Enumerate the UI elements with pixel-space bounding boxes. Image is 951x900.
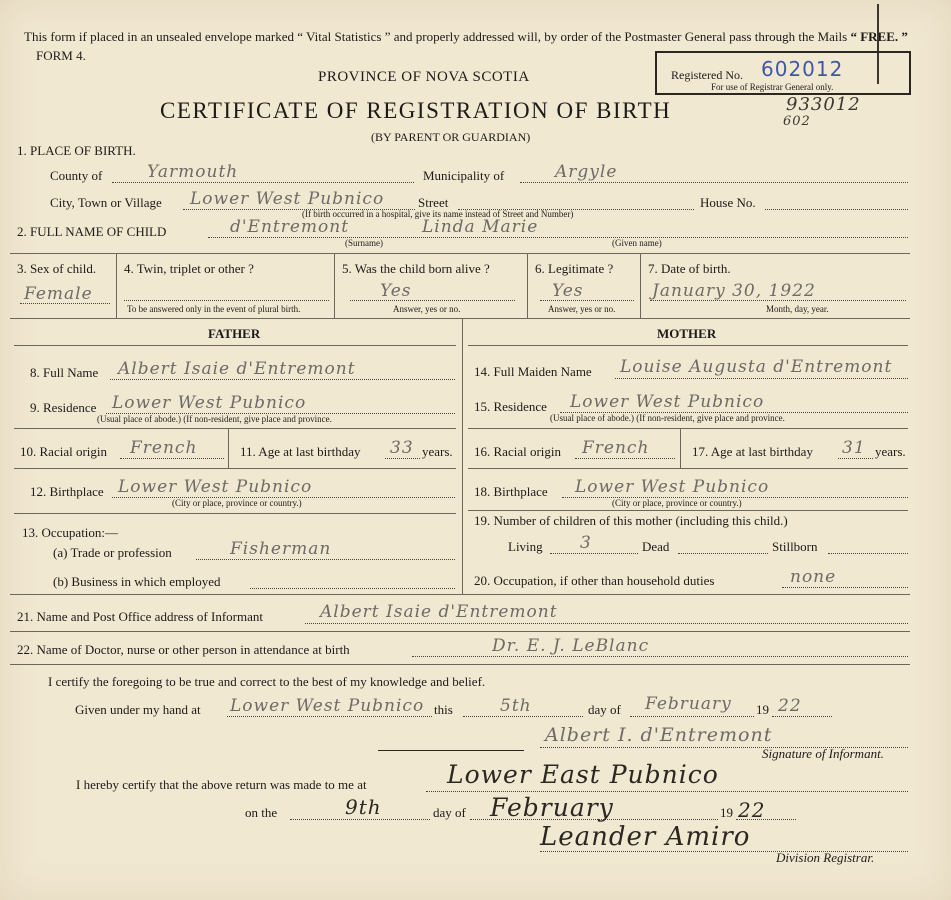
given-label: Given under my hand at [75, 702, 201, 717]
mother-birthplace-note: (City or place, province or country.) [612, 498, 742, 508]
house-label: House No. [700, 195, 756, 210]
living-value: 3 [580, 533, 592, 553]
doctor-label: 22. Name of Doctor, nurse or other person in attendance at birth [17, 642, 350, 657]
registrar-day-of-label: day of [433, 805, 466, 820]
informant-caption: Signature of Informant. [762, 746, 884, 761]
child-surname: d'Entremont [230, 217, 350, 237]
father-birthplace-label: 12. Birthplace [30, 484, 104, 499]
registered-number: 602012 [761, 57, 844, 81]
sex-label: 3. Sex of child. [17, 261, 97, 276]
registrar-caption: Division Registrar. [776, 850, 875, 865]
mother-residence-label: 15. Residence [474, 399, 547, 414]
city-label: City, Town or Village [50, 195, 162, 210]
father-age-unit: years. [422, 444, 453, 459]
registrar-signature: Leander Amiro [540, 822, 751, 852]
given-year: 22 [778, 696, 802, 716]
mother-birthplace-value: Lower West Pubnico [575, 477, 770, 497]
alive-value: Yes [380, 281, 412, 301]
registrar-note: For use of Registrar General only. [711, 82, 834, 92]
mother-age-unit: years. [875, 444, 906, 459]
alive-label: 5. Was the child born alive ? [342, 261, 490, 276]
father-race-label: 10. Racial origin [20, 444, 108, 459]
mother-heading: MOTHER [657, 326, 717, 341]
alive-note: Answer, yes or no. [393, 304, 461, 314]
this-label: this [434, 702, 453, 717]
living-label: Living [508, 539, 543, 554]
sex-value: Female [24, 284, 93, 304]
father-name-value: Albert Isaie d'Entremont [118, 359, 356, 379]
city-value: Lower West Pubnico [190, 189, 385, 209]
mother-name-label: 14. Full Maiden Name [474, 364, 592, 379]
occupation-label: 13. Occupation:— [22, 525, 119, 540]
twin-note: To be answered only in the event of plural birth. [127, 304, 301, 314]
business-label: (b) Business in which employed [53, 574, 221, 589]
given-caption: (Given name) [612, 238, 662, 248]
date-note: Month, day, year. [766, 304, 829, 314]
trade-value: Fisherman [230, 539, 332, 559]
child-given-name: Linda Marie [422, 217, 539, 237]
given-place: Lower West Pubnico [230, 696, 425, 716]
this-value: 5th [500, 696, 532, 716]
given-month: February [645, 694, 732, 714]
children-label: 19. Number of children of this mother (including this child.) [474, 513, 788, 528]
mother-age-value: 31 [842, 438, 866, 458]
father-heading: FATHER [208, 326, 261, 341]
date-label: 7. Date of birth. [648, 261, 731, 276]
father-residence-value: Lower West Pubnico [112, 393, 307, 413]
surname-caption: (Surname) [345, 238, 383, 248]
mother-residence-note: (Usual place of abode.) (If non-resident, give place and province. [550, 413, 785, 423]
stillborn-label: Stillborn [772, 539, 818, 554]
certify-statement: I certify the foregoing to be true and correct to the best of my knowledge and belief. [48, 674, 486, 689]
father-residence-note: (Usual place of abode.) (If non-resident, give place and province. [97, 414, 332, 424]
mother-residence-value: Lower West Pubnico [570, 392, 765, 412]
mother-age-label: 17. Age at last birthday [692, 444, 813, 459]
given-year-prefix: 19 [756, 702, 769, 717]
father-age-value: 33 [390, 438, 414, 458]
registrar-statement: I hereby certify that the above return was made to me at [76, 777, 367, 792]
legitimate-value: Yes [552, 281, 584, 301]
informant-label: 21. Name and Post Office address of Informant [17, 609, 263, 624]
registrar-year: 22 [738, 798, 766, 822]
certificate-subtitle: (BY PARENT OR GUARDIAN) [371, 130, 531, 144]
postal-notice: This form if placed in an unsealed envelope marked “ Vital Statistics ” and properly addressed will, by order of the Postmaster General pass through the Mails “ FREE. ” [24, 29, 908, 44]
trade-label: (a) Trade or profession [53, 545, 172, 560]
on-the-label: on the [245, 805, 278, 820]
legitimate-note: Answer, yes or no. [548, 304, 616, 314]
municipality-label: Municipality of [423, 168, 505, 183]
registered-box [655, 51, 911, 95]
registrar-month: February [490, 793, 614, 822]
province-heading: PROVINCE OF NOVA SCOTIA [318, 69, 530, 85]
mother-occupation-value: none [790, 567, 837, 587]
registrar-place: Lower East Pubnico [447, 760, 719, 789]
hospital-note: (If birth occurred in a hospital, give its name instead of Street and Number) [302, 209, 574, 219]
place-section-label: 1. PLACE OF BIRTH. [17, 143, 136, 158]
mother-birthplace-label: 18. Birthplace [474, 484, 548, 499]
registrar-day: 9th [345, 795, 382, 819]
legitimate-label: 6. Legitimate ? [535, 261, 614, 276]
county-label: County of [50, 168, 103, 183]
dead-label: Dead [642, 539, 670, 554]
father-residence-label: 9. Residence [30, 400, 97, 415]
county-value: Yarmouth [147, 162, 239, 182]
day-of-label: day of [588, 702, 621, 717]
child-name-label: 2. FULL NAME OF CHILD [17, 224, 167, 239]
margin-number-2: 602 [783, 114, 811, 129]
mother-race-value: French [582, 438, 650, 458]
informant-signature: Albert I. d'Entremont [545, 724, 773, 746]
informant-value: Albert Isaie d'Entremont [320, 602, 558, 622]
father-birthplace-value: Lower West Pubnico [118, 477, 313, 497]
street-label: Street [418, 195, 449, 210]
form-number: FORM 4. [36, 48, 86, 63]
municipality-value: Argyle [555, 162, 618, 182]
father-name-label: 8. Full Name [30, 365, 99, 380]
father-birthplace-note: (City or place, province or country.) [172, 498, 302, 508]
registrar-year-prefix: 19 [720, 805, 733, 820]
date-value: January 30, 1922 [652, 281, 816, 301]
father-age-label: 11. Age at last birthday [240, 444, 361, 459]
doctor-value: Dr. E. J. LeBlanc [492, 636, 650, 656]
mother-race-label: 16. Racial origin [474, 444, 562, 459]
margin-number: 933012 [786, 94, 861, 115]
twin-label: 4. Twin, triplet or other ? [124, 261, 254, 276]
mother-name-value: Louise Augusta d'Entremont [620, 357, 893, 377]
registered-label: Registered No. [671, 68, 743, 82]
certificate-title: CERTIFICATE OF REGISTRATION OF BIRTH [160, 98, 672, 123]
father-race-value: French [130, 438, 198, 458]
mother-occupation-label: 20. Occupation, if other than household duties [474, 573, 715, 588]
